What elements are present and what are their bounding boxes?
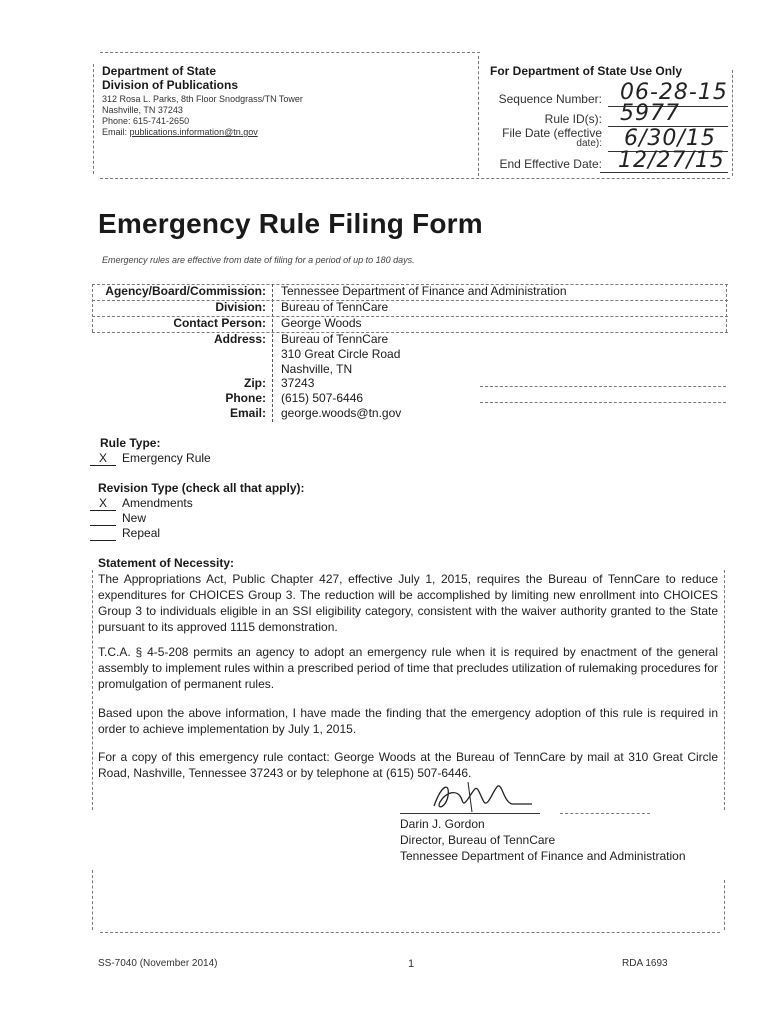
signer-title: Director, Bureau of TennCare [400,833,556,847]
header-divider [100,52,480,53]
form-id: SS-7040 (November 2014) [98,958,218,969]
rule-id-value: 5977 [620,101,680,126]
address-label: Address: [213,332,266,346]
header-divider [478,56,479,176]
table-column-divider [272,284,273,422]
agency-label: Agency/Board/Commission: [105,284,266,298]
signer-organization: Tennessee Department of Finance and Administration [400,849,686,863]
new-label: New [122,511,147,525]
file-date-label: File Date (effective [502,126,602,140]
address-line: Nashville, TN 37243 [102,105,183,115]
header-divider [93,64,94,174]
table-row-divider [480,402,726,403]
necessity-border [724,570,725,810]
new-checkbox[interactable] [90,511,116,526]
necessity-paragraph: For a copy of this emergency rule contact: George Woods at the Bureau of TennCare by mail at 310 Great Circle Road, Nashville, Tennessee 37243 or by telephone at (615) 507-6446. [98,750,718,780]
end-date-label: End Effective Date: [499,157,602,171]
page-number: 1 [408,958,415,970]
zip-value: 37243 [281,376,315,390]
email-label: Email: [229,406,266,420]
necessity-border [92,570,93,810]
necessity-paragraph: Based upon the above information, I have made the finding that the emergency adoption of this rule is required in order to achieve implementation by July 1, 2015. [98,706,718,736]
amendments-label: Amendments [122,496,193,510]
sequence-number-label: Sequence Number: [498,92,602,106]
table-border [726,284,727,332]
agency-value: Tennessee Department of Finance and Administration [281,284,567,298]
file-date-value: 6/30/15 [624,126,716,151]
page-border [100,932,720,933]
amendments-checkbox[interactable]: X [90,496,116,511]
signature-line [400,813,540,814]
header-divider [732,70,733,176]
signature-line [560,813,650,814]
signer-name: Darin J. Gordon [400,817,485,831]
table-row-divider [480,386,726,387]
zip-label: Zip: [244,376,266,390]
department-name: Department of State [102,64,217,78]
rda-number: RDA 1693 [622,958,668,969]
necessity-heading: Statement of Necessity: [98,556,235,570]
department-phone: Phone: 615-741-2650 [102,116,190,126]
email-prefix: Email: [102,127,130,137]
necessity-paragraph: T.C.A. § 4-5-208 permits an agency to adopt an emergency rule when it is required by enactment of the general assembly to implement rules within a prescribed period of time that precludes utilization of rulemaking procedures for promulgation of permanent rules. [98,645,718,691]
page-border [724,880,725,930]
department-block [102,64,238,92]
header-divider [100,178,730,179]
division-label: Division: [215,300,266,314]
form-subtitle: Emergency rules are effective from date of filing for a period of up to 180 days. [102,255,415,265]
form-title: Emergency Rule Filing Form [98,208,483,239]
state-use-heading: For Department of State Use Only [490,64,683,78]
revision-type-heading: Revision Type (check all that apply): [98,481,305,495]
phone-label: Phone: [225,391,266,405]
phone-value: (615) 507-6446 [281,391,364,405]
sequence-number-value: 06-28-15 [620,80,728,105]
repeal-checkbox[interactable] [90,526,116,541]
page-border [92,870,93,930]
department-address [102,94,303,138]
address-line: 312 Rosa L. Parks, 8th Floor Snodgrass/TN Tower [102,94,303,104]
contact-person-value: George Woods [281,316,362,330]
contact-person-label: Contact Person: [173,316,266,330]
repeal-label: Repeal [122,526,161,540]
necessity-paragraph: The Appropriations Act, Public Chapter 427, effective July 1, 2015, requires the Bureau of TennCare to reduce expenditures for CHOICES Group 3. The reduction will be accomplished by limiting new enrollment into CHOICES Group 3 to individuals eligible in an SSI eligibility category, consistent with the waiver authority granted to the State pursuant to its approved 1115 demonstration. [98,572,718,634]
department-email-link[interactable]: publications.information@tn.gov [129,127,258,137]
signature-block [400,816,686,864]
end-date-value: 12/27/15 [618,148,725,173]
division-name: Division of Publications [102,78,239,92]
rule-id-label: Rule ID(s): [544,112,602,126]
field-underline [600,172,728,173]
file-date-label-cont: date): [576,138,602,149]
rule-type-checkbox[interactable]: X [90,451,116,466]
handwritten-signature [428,778,538,814]
rule-type-heading: Rule Type: [100,436,161,450]
email-value: george.woods@tn.gov [281,406,402,420]
address-value-line2: 310 Great Circle Road [281,347,401,361]
division-value: Bureau of TennCare [281,300,389,314]
rule-type-option-label: Emergency Rule [122,451,211,465]
address-value-line1: Bureau of TennCare [281,332,389,346]
address-value-line3: Nashville, TN [281,362,353,376]
